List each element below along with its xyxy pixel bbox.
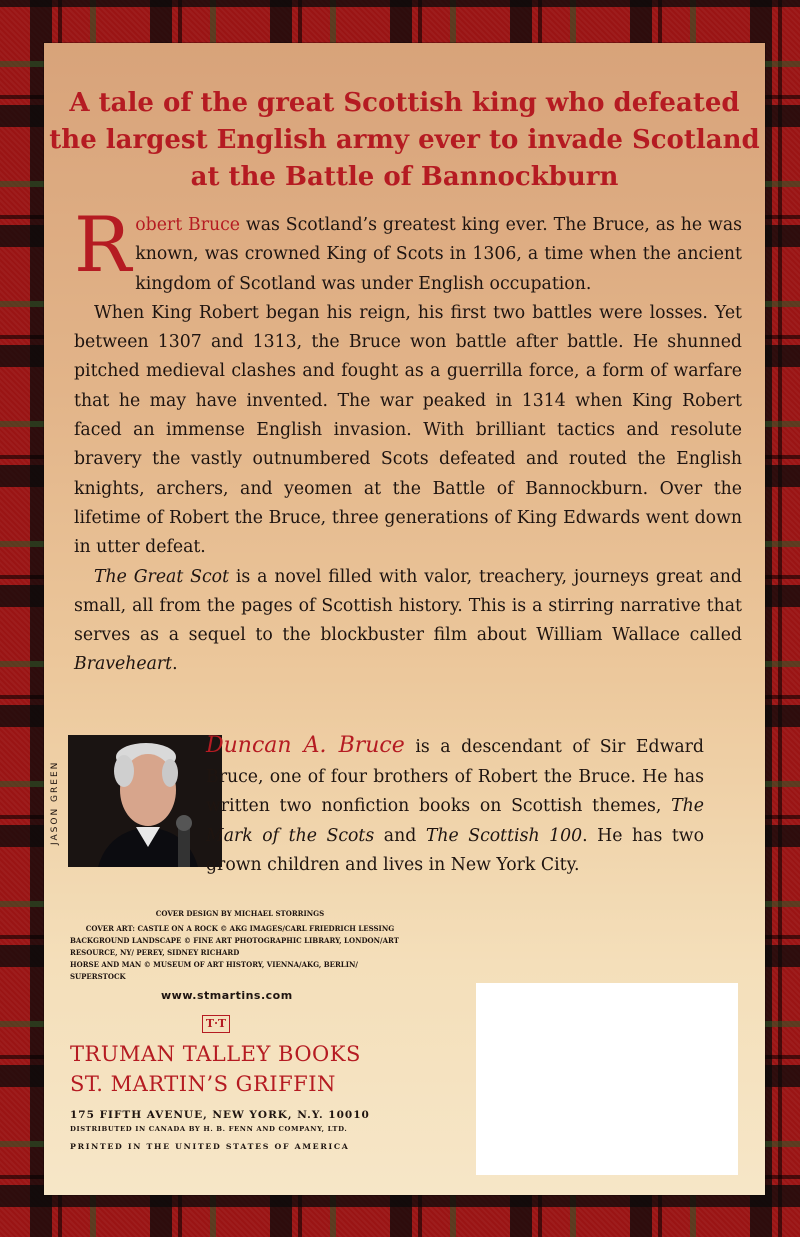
author-book-title: The Mark of the Scots	[206, 796, 704, 846]
subject-name: obert Bruce	[135, 215, 241, 235]
imprint-line: ST. MARTIN’S GRIFFIN	[70, 1072, 336, 1096]
author-bio: Duncan A. Bruce is a descendant of Sir Edward Bruce, one of four brothers of Robert the Bruce. He has written two nonfiction books on Scottish themes, The Mark of the Scots and The Scottish 100. He has two grown children and lives in New York City.	[206, 733, 705, 875]
synopsis-paragraph: Robert Bruce was Scotland’s greatest king ever. The Bruce, as he was known, was crowned King of Scots in 1306, a time when the ancient kingdom of Scotland was under English occupation.	[74, 200, 743, 294]
headline	[44, 85, 765, 196]
synopsis-paragraph: The Great Scot is a novel filled with valor, treachery, journeys great and small, all from the pages of Scottish history. This is a stirring narrative that serves as a sequel to the blockbuster film about William Wallace called Braveheart.	[74, 566, 742, 675]
printed-in-line: PRINTED IN THE UNITED STATES OF AMERICA	[70, 1142, 350, 1151]
distribution-line: DISTRIBUTED IN CANADA BY H. B. FENN AND COMPANY, LTD.	[70, 1125, 348, 1133]
synopsis-paragraph: When King Robert began his reign, his first two battles were losses. Yet between 1307 and 1313, the Bruce won battle after battle. He shunned pitched medieval clashes and fought as a guerrilla force, a form of warfare that he may have invented. The war peaked in 1314 when King Robert faced an immense English invasion. With brilliant tactics and resolute bravery the vastly outnumbered Scots defeated and routed the English knights, archers, and yeomen at the Battle of Bannockburn. Over the lifetime of Robert the Bruce, three generations of King Edwards went down in utter defeat.	[74, 302, 742, 558]
author-photo	[68, 735, 222, 867]
author-book-title: The Scottish 100	[425, 825, 583, 846]
imprint-line: TRUMAN TALLEY BOOKS	[70, 1042, 361, 1066]
headline-line: A tale of the great Scottish king who defeated	[69, 88, 740, 118]
drop-cap: R	[74, 200, 132, 289]
address-line: 175 FIFTH AVENUE, NEW YORK, N.Y. 10010	[70, 1109, 370, 1121]
cover-art-credit: BACKGROUND LANDSCAPE © FINE ART PHOTOGRAPHIC LIBRARY, LONDON/ART	[70, 936, 399, 945]
synopsis	[74, 200, 743, 680]
headline-line: the largest English army ever to invade Scotland	[49, 125, 760, 155]
cover-design-credit: COVER DESIGN BY MICHAEL STORRINGS	[155, 909, 325, 918]
publisher-logo: T·T	[202, 1015, 230, 1033]
photo-credit: JASON GREEN	[50, 760, 60, 846]
author-portrait-image	[68, 735, 222, 867]
cover-art-credit: HORSE AND MAN © MUSEUM OF ART HISTORY, VIENNA/AKG, BERLIN/ SUPERSTOCK	[70, 960, 358, 981]
headline-line: at the Battle of Bannockburn	[190, 162, 619, 192]
publisher-website-link[interactable]: www.stmartins.com	[161, 989, 293, 1002]
cover-art-credit: COVER ART: CASTLE ON A ROCK © AKG IMAGES/CARL FRIEDRICH LESSING	[85, 924, 395, 933]
film-title: Braveheart	[74, 654, 173, 675]
barcode-area	[476, 983, 738, 1175]
publisher-address	[70, 1109, 410, 1151]
back-cover-panel	[44, 43, 765, 1195]
publisher-imprint	[70, 1039, 361, 1099]
book-title: The Great Scot	[94, 566, 230, 587]
author-name: Duncan A. Bruce	[206, 733, 405, 758]
cover-credits	[70, 908, 410, 983]
cover-art-credit: RESOURCE, NY/ PEREY, SIDNEY RICHARD	[70, 948, 240, 957]
